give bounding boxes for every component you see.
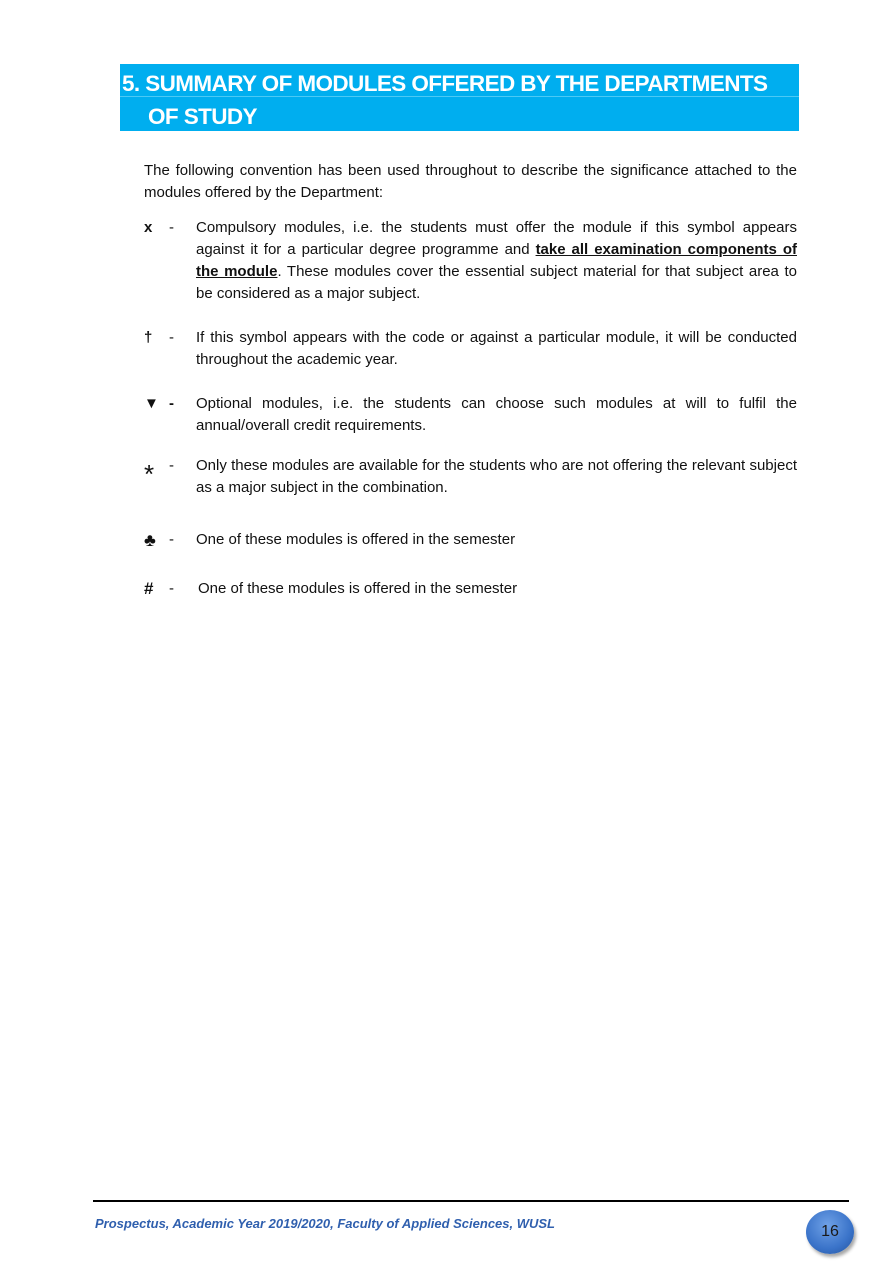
- convention-description: One of these modules is offered in the semester: [196, 531, 516, 548]
- page-number-badge: 16: [806, 1210, 854, 1254]
- convention-description: If this symbol appears with the code or against a particular module, it will be conducted throughout the academic year.: [196, 329, 797, 368]
- section-title: [122, 67, 798, 133]
- dash: -: [169, 329, 174, 346]
- x-symbol-icon: x: [144, 219, 153, 236]
- convention-description: Only these modules are available for the students who are not offering the relevant subject as a major subject in the combination.: [196, 457, 797, 496]
- club-icon: ♣: [144, 530, 156, 550]
- convention-description: [196, 217, 797, 305]
- footer-divider: [93, 1200, 849, 1202]
- convention-description: Optional modules, i.e. the students can choose such modules at will to fulfil the annual/overall credit requirements.: [196, 395, 797, 434]
- desc-part2: . These modules cover the essential subject material for that subject area to be considered as a major subject.: [196, 263, 797, 302]
- desc-emphasis: take all examination components of the module: [196, 241, 797, 280]
- dagger-icon: †: [144, 329, 153, 346]
- dash: -: [169, 219, 174, 236]
- footer-text: Prospectus, Academic Year 2019/2020, Faculty of Applied Sciences, WUSL: [95, 1216, 556, 1231]
- dash: -: [169, 580, 174, 597]
- intro-paragraph: The following convention has been used throughout to describe the significance attached to the modules offered by the Department:: [144, 162, 797, 201]
- hash-icon: #: [144, 579, 154, 598]
- convention-description: One of these modules is offered in the semester: [198, 580, 518, 597]
- section-header-band: [120, 64, 799, 131]
- dash: -: [169, 531, 174, 548]
- down-triangle-icon: ▼: [144, 395, 159, 412]
- asterisk-icon: *: [144, 459, 155, 489]
- section-title-line1: 5. SUMMARY OF MODULES OFFERED BY THE DEPARTMENTS: [122, 71, 768, 96]
- dash: -: [169, 457, 174, 474]
- section-title-line2: OF STUDY: [148, 104, 257, 129]
- dash: -: [169, 395, 174, 412]
- desc-part1: Compulsory modules, i.e. the students must offer the module if this symbol appears against it for a particular degree programme and: [196, 219, 797, 258]
